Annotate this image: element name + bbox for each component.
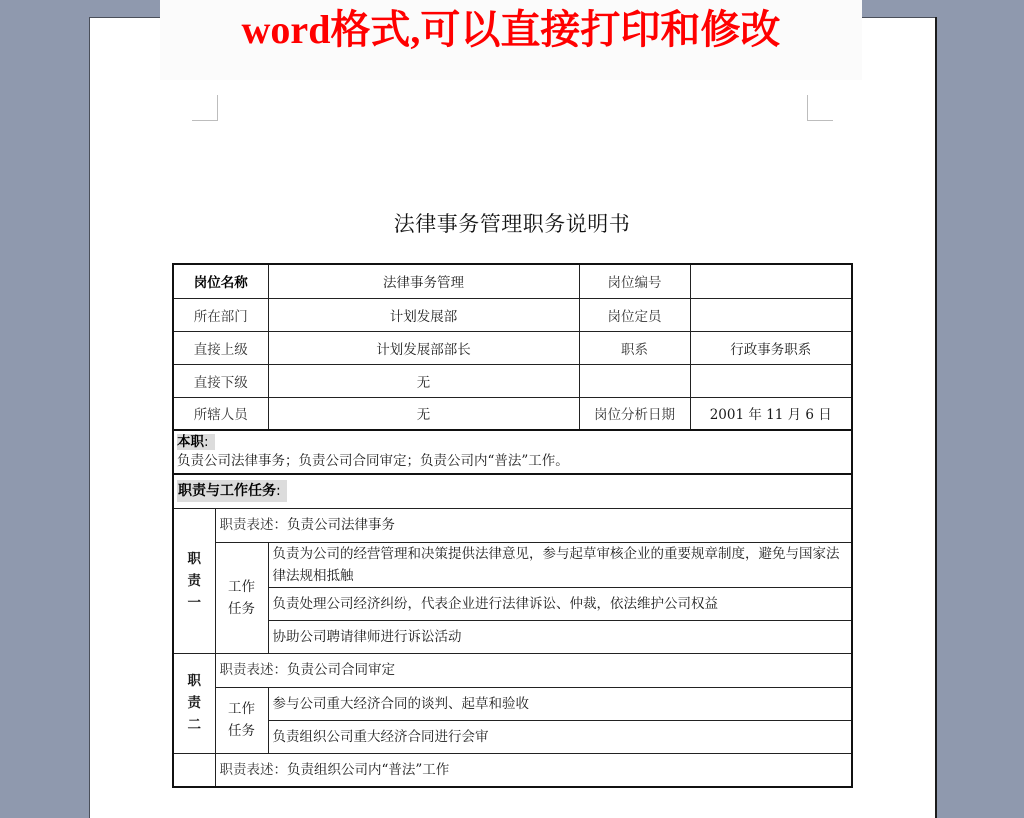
info-label: 所在部门 bbox=[173, 298, 268, 331]
info-label: 岗位定员 bbox=[579, 298, 690, 331]
task-row bbox=[173, 587, 852, 620]
task-row bbox=[173, 720, 852, 753]
duty-label-1: 职 责 一 bbox=[173, 508, 215, 653]
task-label-2: 工作 任务 bbox=[215, 687, 268, 753]
info-value[interactable]: 计划发展部部长 bbox=[268, 331, 579, 364]
duty-desc-row bbox=[173, 753, 852, 787]
duty-desc-cell[interactable] bbox=[215, 508, 852, 542]
duty-desc-label: 职责表述： bbox=[219, 517, 287, 533]
task-cell[interactable]: 负责组织公司重大经济合同进行会审 bbox=[268, 720, 852, 753]
duty-desc-text: 负责组织公司内“普法”工作 bbox=[287, 761, 450, 778]
crop-mark-left bbox=[192, 95, 218, 121]
duties-section-header bbox=[173, 474, 852, 508]
task-label-1: 工作 任务 bbox=[215, 542, 268, 653]
duty-label-2: 职 责 二 bbox=[173, 653, 215, 753]
duty-desc-text: 负责公司法律事务 bbox=[287, 517, 395, 533]
task-row bbox=[173, 687, 852, 720]
info-value[interactable]: 2001 年 11 月 6 日 bbox=[690, 397, 852, 430]
watermark-banner bbox=[160, 0, 862, 80]
info-value[interactable]: 法律事务管理 bbox=[268, 264, 579, 298]
duty-desc-row bbox=[173, 653, 852, 687]
info-row bbox=[173, 331, 852, 364]
info-value[interactable]: 计划发展部 bbox=[268, 298, 579, 331]
duties-section-label: 职责与工作任务: bbox=[177, 480, 287, 502]
task-row bbox=[173, 542, 852, 587]
duty-desc-cell[interactable] bbox=[215, 653, 852, 687]
info-value[interactable]: 无 bbox=[268, 397, 579, 430]
info-label bbox=[579, 364, 690, 397]
info-label: 岗位分析日期 bbox=[579, 397, 690, 430]
info-label: 职系 bbox=[579, 331, 690, 364]
duty-desc-cell[interactable] bbox=[215, 753, 852, 787]
info-label: 岗位编号 bbox=[579, 264, 690, 298]
job-description-table bbox=[172, 263, 853, 788]
info-row bbox=[173, 364, 852, 397]
duty-desc-label: 职责表述： bbox=[219, 761, 287, 778]
duty-desc-label: 职责表述： bbox=[219, 662, 287, 678]
info-label: 岗位名称 bbox=[173, 264, 268, 298]
info-value[interactable] bbox=[690, 264, 852, 298]
task-row bbox=[173, 620, 852, 653]
task-cell[interactable]: 参与公司重大经济合同的谈判、起草和验收 bbox=[268, 687, 852, 720]
task-cell[interactable]: 负责为公司的经营管理和决策提供法律意见，参与起草审核企业的重要规章制度，避免与国家法律法规相抵触 bbox=[268, 542, 852, 587]
info-row bbox=[173, 397, 852, 430]
duty-desc-row bbox=[173, 508, 852, 542]
info-value[interactable]: 无 bbox=[268, 364, 579, 397]
document-title: 法律事务管理职务说明书 bbox=[393, 212, 631, 236]
main-duty-text: 负责公司法律事务；负责公司合同审定；负责公司内“普法”工作。 bbox=[177, 453, 569, 469]
info-label: 直接下级 bbox=[173, 364, 268, 397]
info-value[interactable] bbox=[690, 364, 852, 397]
info-label: 直接上级 bbox=[173, 331, 268, 364]
duty-desc-text: 负责公司合同审定 bbox=[287, 662, 395, 678]
info-row bbox=[173, 298, 852, 331]
info-value[interactable]: 行政事务职系 bbox=[690, 331, 852, 364]
task-cell[interactable]: 协助公司聘请律师进行诉讼活动 bbox=[268, 620, 852, 653]
banner-text: word格式,可以直接打印和修改 bbox=[241, 7, 781, 52]
task-cell[interactable]: 负责处理公司经济纠纷，代表企业进行法律诉讼、仲裁，依法维护公司权益 bbox=[268, 587, 852, 620]
crop-mark-right bbox=[807, 95, 833, 121]
info-row bbox=[173, 264, 852, 298]
duties-section-cell bbox=[173, 474, 852, 508]
main-duty-label: 本职: bbox=[177, 434, 215, 450]
duty-label-3 bbox=[173, 753, 215, 787]
info-value[interactable] bbox=[690, 298, 852, 331]
main-duty-row bbox=[173, 430, 852, 474]
info-label: 所辖人员 bbox=[173, 397, 268, 430]
main-duty-cell[interactable] bbox=[173, 430, 852, 474]
